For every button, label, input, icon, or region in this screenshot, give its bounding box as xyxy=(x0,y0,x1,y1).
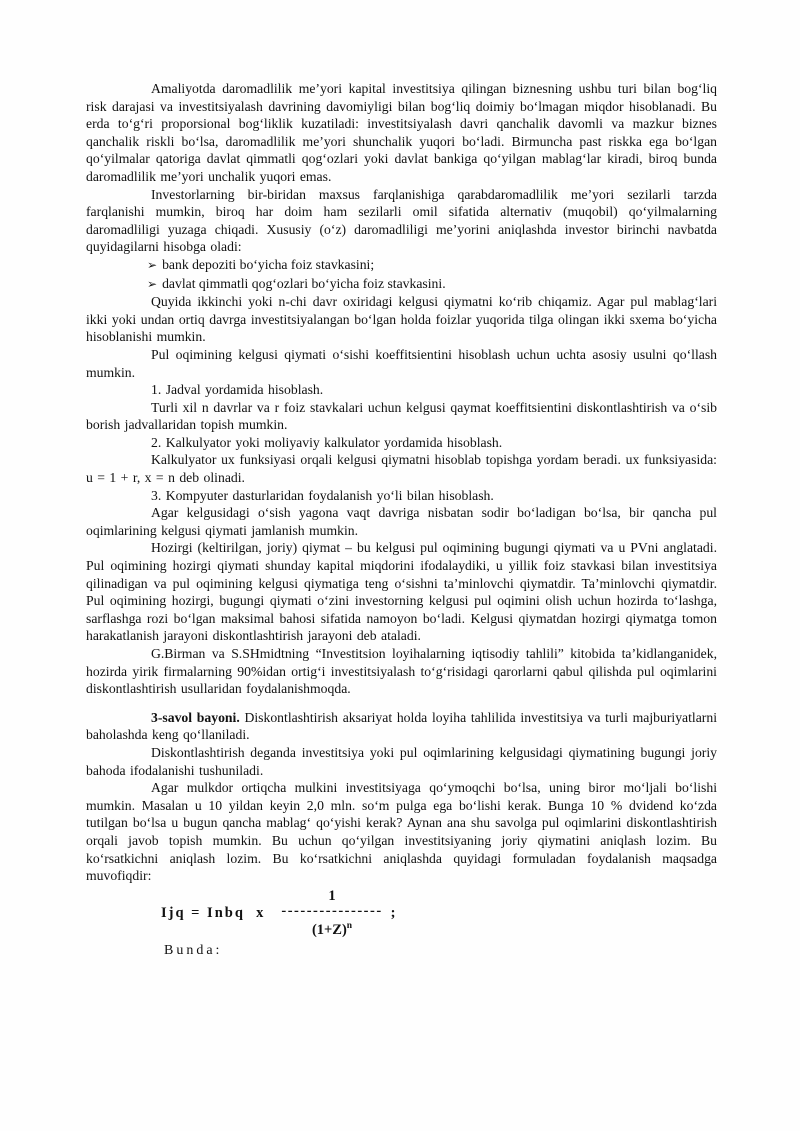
paragraph-question3-intro xyxy=(86,709,717,744)
paragraph-future-value: Quyida ikkinchi yoki n-chi davr oxiridagi kelgusi qiymatni ko‘rib chiqamiz. Agar pul mablag‘lari ikki yoki undan ortiq davrga investitsiyalangan bo‘lgan holda foizlar yuqorida tilga olingan ikki sxema bo‘yicha hisoblanishi mumkin. xyxy=(86,294,717,345)
paragraph-owner-example: Agar mulkdor ortiqcha mulkini investitsiyaga qo‘ymoqchi bo‘lsa, uning biror mo‘ljali bo‘lishi mumkin. Masalan u 10 yildan keyin 2,0 mln. so‘m pulga ega bo‘lishi kerak. Bunga 10 % dvidend ko‘zda tutilgan bo‘lsa u bugun qancha mablag‘ qo‘yishi kerak? Aynan ana shu savolga pul oqimlarini diskontlashtirish orqali javob topish mumkin. Bu uchun qo‘yilgan investitsiyaning joriy qiymatini aniqlash lozim. Bu ko‘rsatkichni aniqlash lozim. Bu ko‘rsatkichni aniqlashda quyidagi formuladan foydalanish maqsadga muvofiqdir: xyxy=(86,780,717,884)
arrowhead-bullet-icon: ➢ xyxy=(147,257,158,272)
formula-semicolon: ; xyxy=(390,904,396,921)
list-item-gov-securities xyxy=(86,275,717,294)
paragraph-three-methods: Pul oqimining kelgusi qiymati o‘sishi koeffitsientini hisoblash uchun uchta asosiy usulni qo‘llash mumkin. xyxy=(86,346,717,380)
arrowhead-bullet-icon: ➢ xyxy=(147,276,158,291)
document-content xyxy=(86,80,717,959)
paragraph-calculator-method: Kalkulyator ux funksiyasi orqali kelgusi qiymatni hisoblab topishga yordam beradi. ux funksiyasida: u = 1 + r, x = n deb olinadi. xyxy=(86,452,717,486)
paragraph-present-value: Hozirgi (keltirilgan, joriy) qiymat – bu kelgusi pul oqimining bugungi qiymati va u PVni anglatadi. Pul oqimining hozirgi qiymati shunday kapital miqdorini ifodalaydiki, u yillik foiz stavkasi bilan investitsiya qilinadigan va pul oqimining kelgusi qiymatiga teng o‘sishni ta’minlovchi qiymatdir. Ta’minlovchi qiymatdir. Pul oqimining hozirgi, bugungi qiymati o‘zini investorning kelgusi pul oqimini olish uchun hozirda to‘lashga, sarflashga rozi bo‘lgan maksimal bahosi sifatida namoyon bo‘ladi. Kelgusi qiymatdan hozirgi qiymatga tomon harakatlanish jarayoni diskontlashtirish jarayoni deb ataladi. xyxy=(86,540,717,644)
paragraph-birman-schmidt: G.Birman va S.SHmidtning “Investitsion loyihalarning iqtisodiy tahlili” kitobida ta’kidlanganidek, hozirda yirik firmalarning 90%idan ortig‘i investitsiyalash to‘g‘risidagi qarorlarni qabul qilishda pul oqimlarini diskontlashtirish usullaridan foydalanishmoqda. xyxy=(86,646,717,697)
formula-fraction-bar: ---------------- xyxy=(281,902,383,919)
section-heading-rest: Diskontlashtirish aksariyat holda loyiha tahlilida investitsiya va turli majburiyatlarni baholashda keng qo‘llaniladi. xyxy=(86,709,718,743)
section-heading-question3: 3-savol bayoni. xyxy=(151,709,240,725)
where-label: Bunda: xyxy=(164,942,223,958)
formula-present-value xyxy=(161,888,717,939)
list-item-text: davlat qimmatli qog‘ozlari bo‘yicha foiz stavkasini. xyxy=(162,275,446,291)
formula-numerator: 1 xyxy=(328,887,336,904)
method-item-calculator: 2. Kalkulyator yoki moliyaviy kalkulator yordamida hisoblash. xyxy=(151,434,503,450)
formula-denominator-base: (1+Z) xyxy=(311,921,347,938)
formula-exponent: n xyxy=(346,920,353,931)
paragraph-single-period-growth: Agar kelgusidagi o‘sish yagona vaqt davriga nisbatan sodir bo‘ladigan bo‘lsa, bir qancha pul oqimlarining kelgusi qiymati jamlanish mumkin. xyxy=(86,505,717,538)
formula-fraction xyxy=(281,888,382,939)
formula-denominator xyxy=(312,918,352,939)
paragraph-table-method: Turli xil n davrlar va r foiz stavkalari uchun kelgusi qaymat koeffitsientini diskontlashtirish va o‘sib borish jadvallaridan topish mumkin. xyxy=(86,399,717,433)
paragraph-investor-differences: Investorlarning bir-biridan maxsus farqlanishiga qarabdaromadlilik me’yori sezilarli tarzda farqlanishi mumkin, biroq har doim ham sezilarli omil sifatida alternativ (muqobil) qo‘yilmalarning daromadliligi yuzaga chiqadi. Xususiy (o‘z) daromadliligi me’yorini aniqlashda investor birinchi navbatda quyidagilarni hisobga oladi: xyxy=(86,186,717,255)
method-item-table: 1. Jadval yordamida hisoblash. xyxy=(151,382,324,398)
list-item-bank-deposit xyxy=(86,256,717,275)
list-item-text: bank depoziti bo‘yicha foiz stavkasini; xyxy=(162,256,375,272)
paragraph-rate-of-return: Amaliyotda daromadlilik me’yori kapital investitsiya qilingan biznesning ushbu turi bilan bog‘liq risk darajasi va investitsiyalash davrining davomiyligi bilan bog‘liq doimiy bo‘lmagan miqdor hisoblanadi. Bu erda to‘g‘ri proporsional bog‘liklik kuzatiladi: investitsiyalash davri qanchalik davomli va mazkur biznes qanchalik riskli bo‘lsa, daromadlilik me’yori shunchalik yuqori bo‘ladi. Birmuncha past riskka ega bo‘lgan qo‘yilmalar qatoriga davlat qimmatli qog‘ozlari yoki davlat bankiga qo‘yilgan mablag‘lar kiradi, biroq bunda daromadlilik me’yori unchalik yuqori emas. xyxy=(86,81,717,184)
formula-left-side: Ijq = Inbq x xyxy=(161,904,266,921)
paragraph-discounting-definition: Diskontlashtirish deganda investitsiya yoki pul oqimlarining kelgusidagi qiymatining bugungi joriy bahoda ifodalanishi tushuniladi. xyxy=(86,744,717,778)
method-item-computer: 3. Kompyuter dasturlaridan foydalanish yo‘li bilan hisoblash. xyxy=(151,487,494,503)
